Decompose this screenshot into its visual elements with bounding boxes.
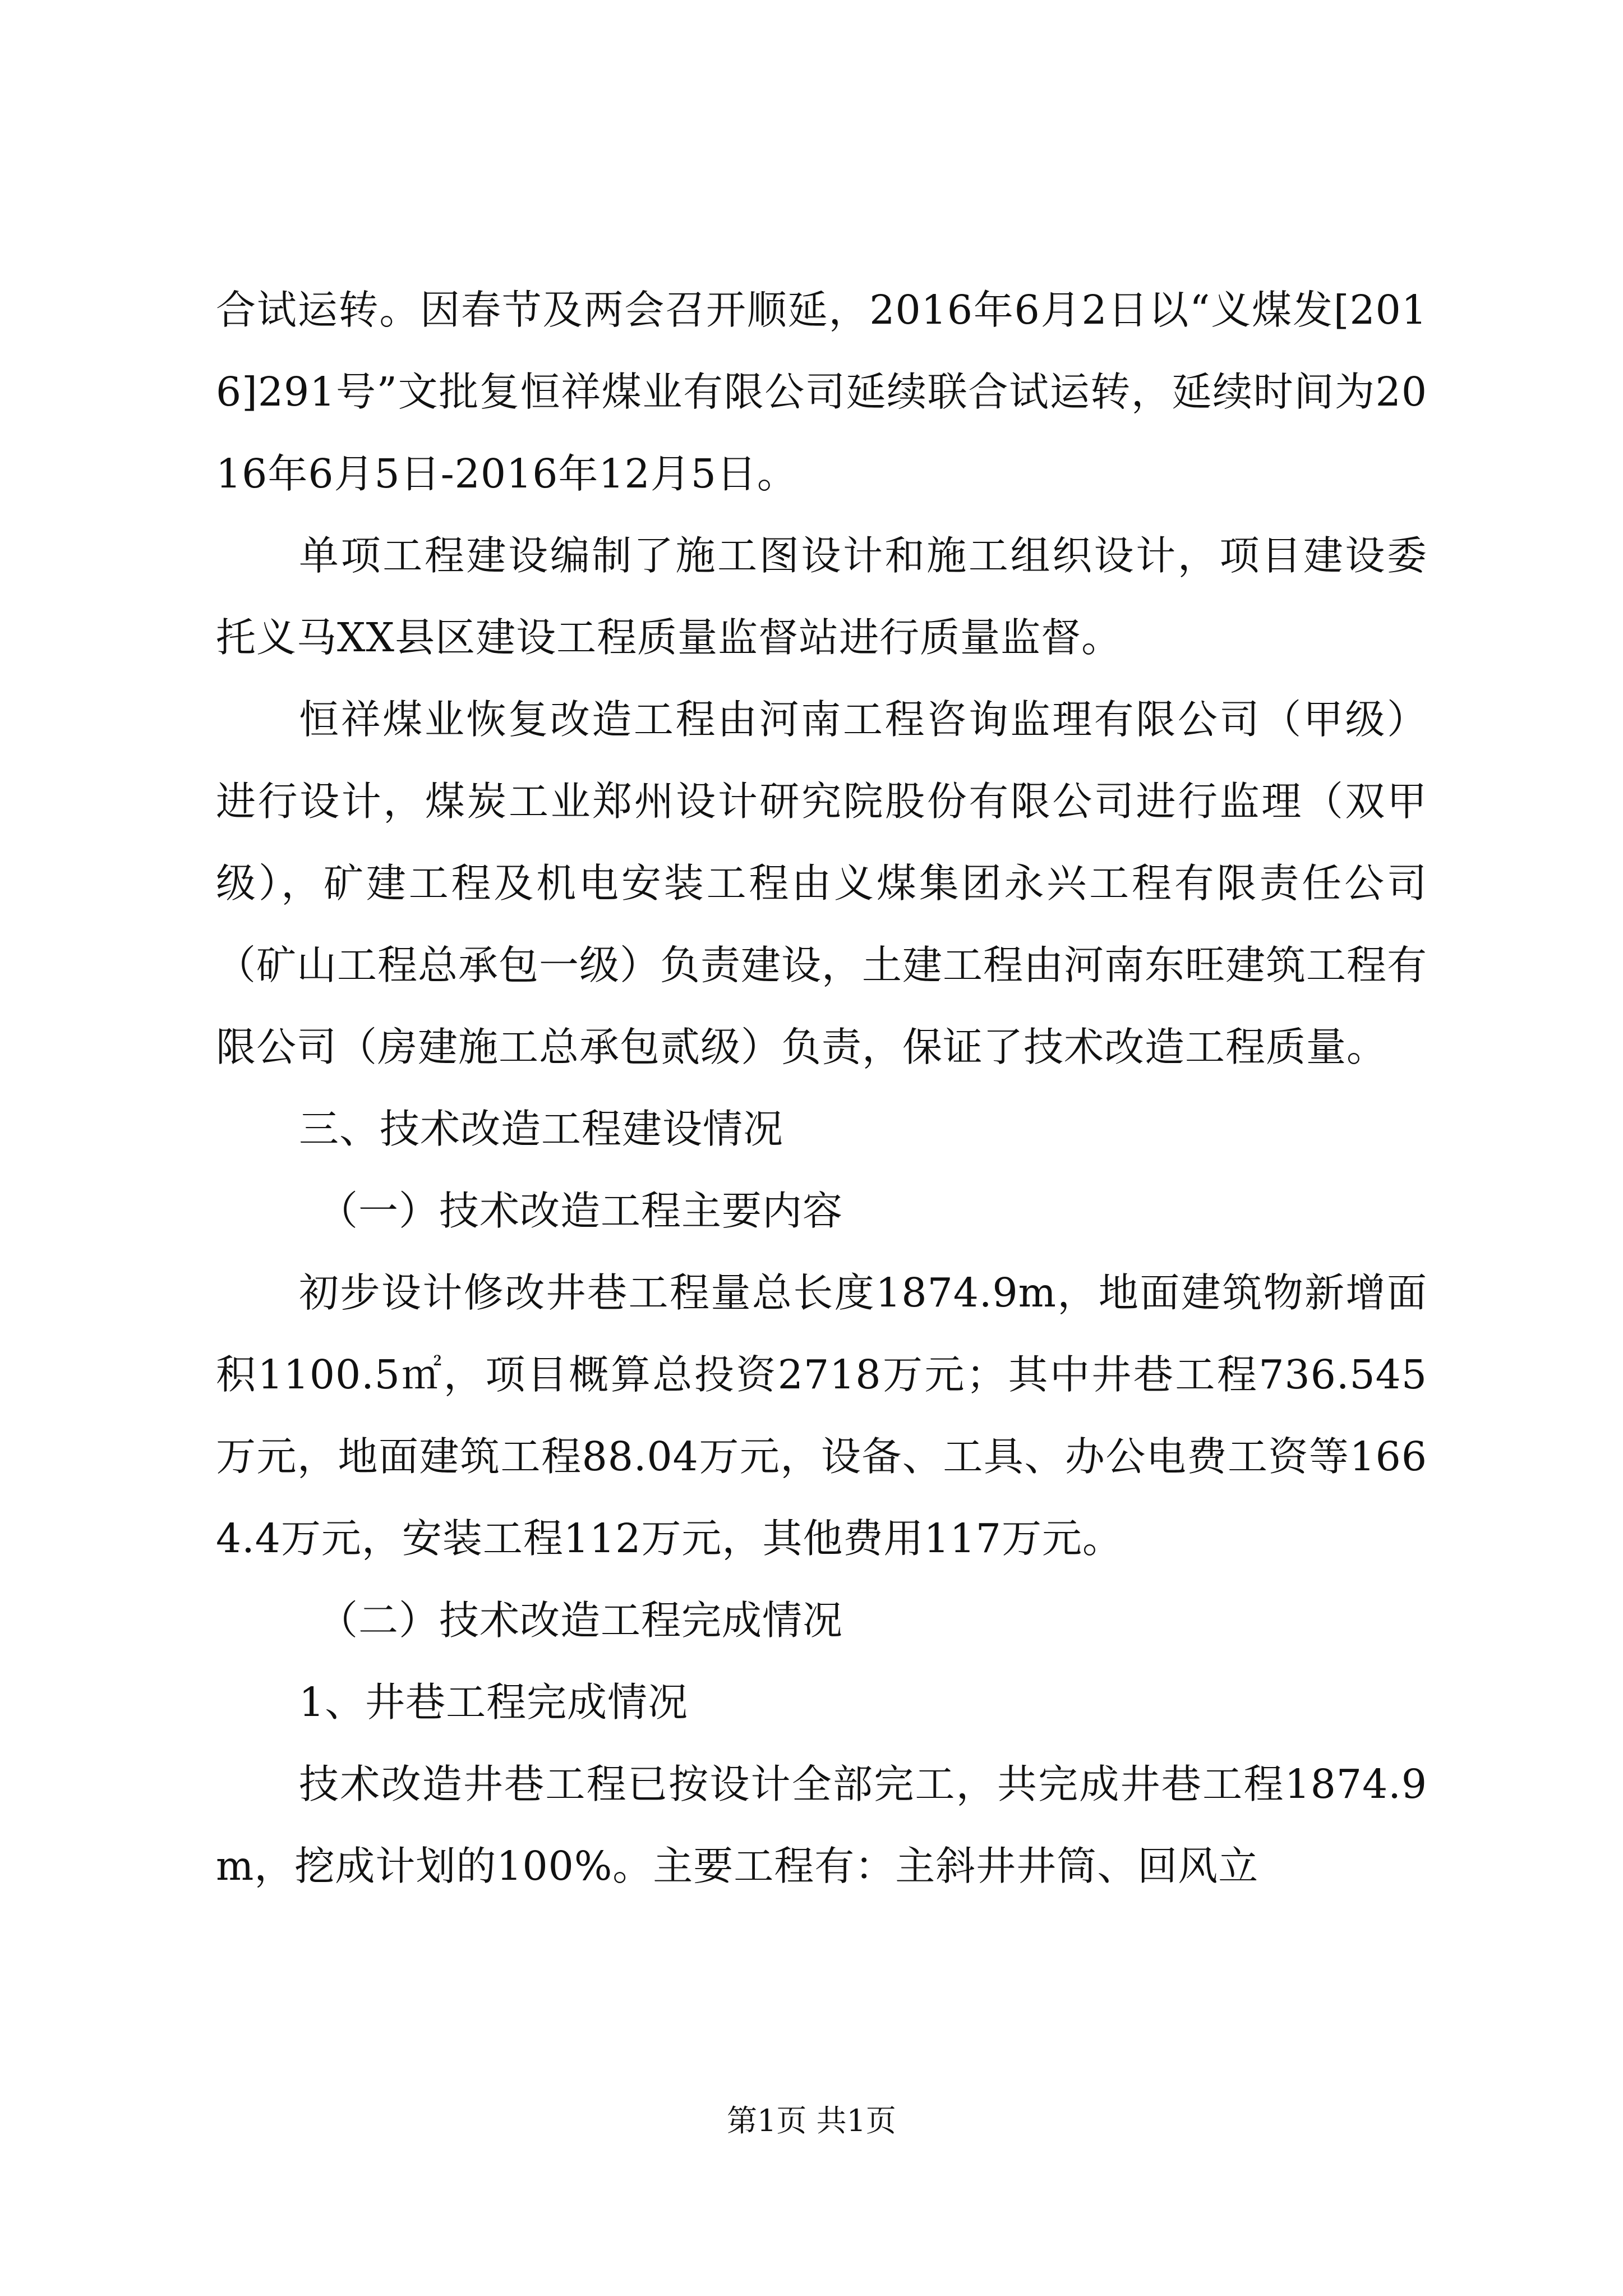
paragraph-construction-design: 单项工程建设编制了施工图设计和施工组织设计，项目建设委托义马XX县区建设工程质量监督站进行质量监督。 xyxy=(216,532,1427,661)
subsection-heading-completion: （二）技术改造工程完成情况 xyxy=(318,1597,843,1644)
paragraph-shaft-completion: 技术改造井巷工程已按设计全部完工，共完成井巷工程1874.9m，挖成计划的100%。主要工程有：主斜井井筒、回风立 xyxy=(216,1761,1427,1889)
item-heading-shaft-completion: 1、井巷工程完成情况 xyxy=(299,1679,689,1726)
paragraph-contractors: 恒祥煤业恢复改造工程由河南工程咨询监理有限公司（甲级）进行设计，煤炭工业郑州设计研究院股份有限公司进行监理（双甲级），矿建工程及机电安装工程由义煤集团永兴工程有限责任公司（矿山工程总承包一级）负责建设，土建工程由河南东旺建筑工程有限公司（房建施工总承包贰级）负责，保证了技术改造工程质量。 xyxy=(216,696,1428,1070)
subsection-heading-main-content: （一）技术改造工程主要内容 xyxy=(318,1188,843,1234)
document-body xyxy=(216,269,1427,1907)
page-number-footer: 第1页 共1页 xyxy=(727,2103,896,2138)
section-heading: 三、技术改造工程建设情况 xyxy=(299,1106,784,1152)
paragraph-main-content: 初步设计修改井巷工程量总长度1874.9m，地面建筑物新增面积1100.5㎡，项目概算总投资2718万元；其中井巷工程736.545万元，地面建筑工程88.04万元，设备、工具、办公电费工资等1664.4万元，安装工程112万元，其他费用117万元。 xyxy=(216,1269,1427,1562)
paragraph-trial-operation: 合试运转。因春节及两会召开顺延，2016年6月2日以“义煤发[2016]291号”文批复恒祥煤业有限公司延续联合试运转，延续时间为2016年6月5日-2016年12月5日。 xyxy=(216,287,1427,497)
